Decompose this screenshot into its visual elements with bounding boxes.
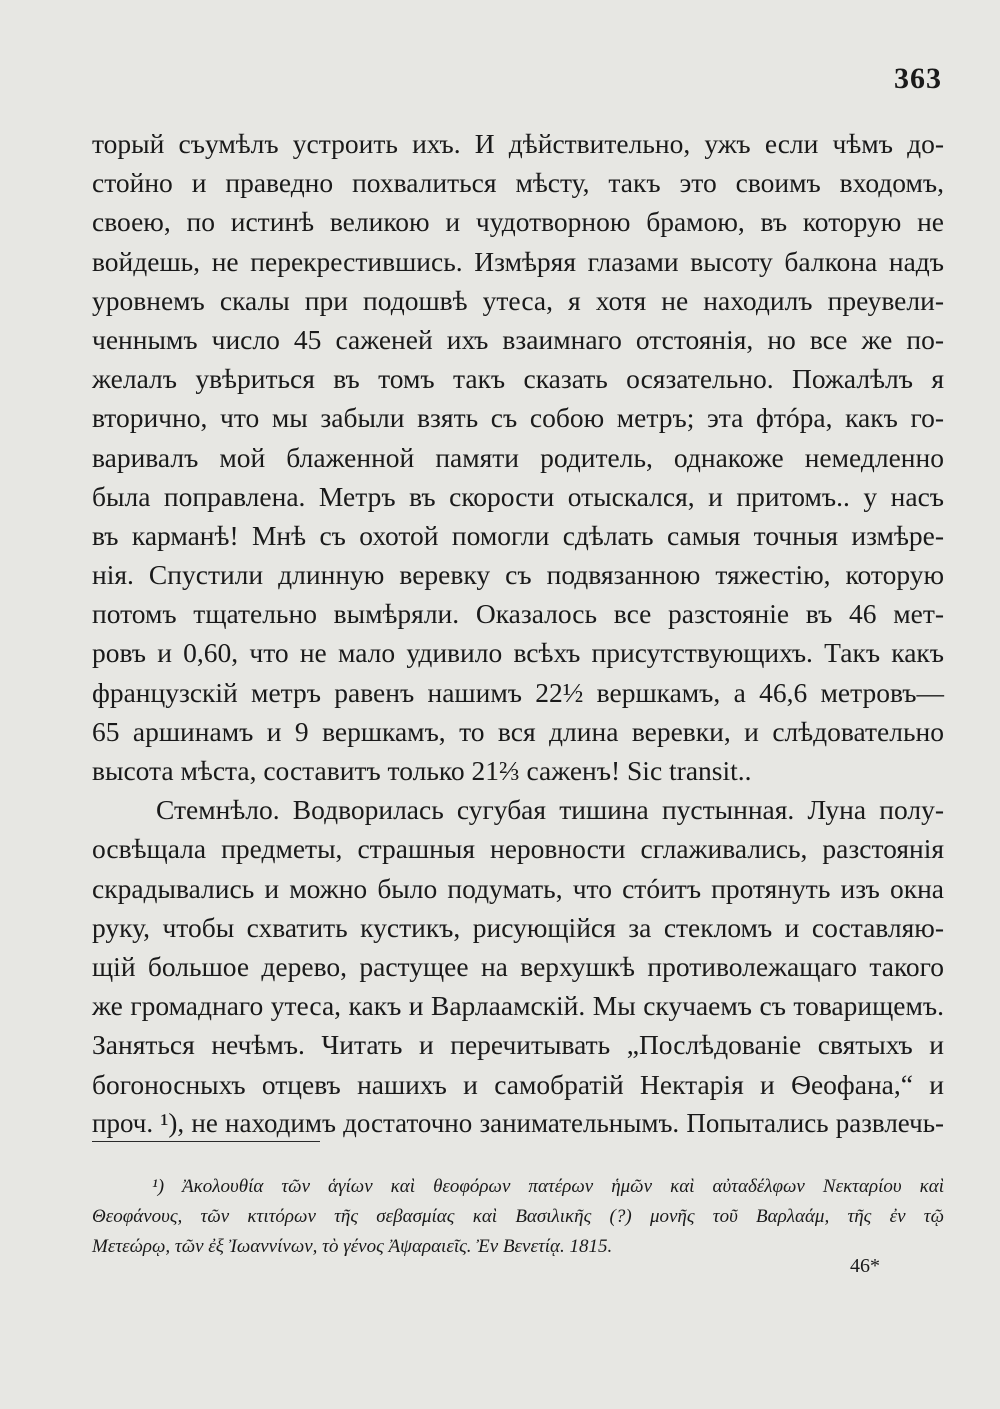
text-line: Заняться нечѣмъ. Читать и перечитывать „Послѣдованіе святыхъ и (92, 1029, 944, 1061)
page-number: 363 (894, 62, 942, 95)
footnote (92, 1172, 944, 1262)
text-line: торый съумѣлъ устроить ихъ. И дѣйствительно, ужъ если чѣмъ до- (92, 128, 944, 159)
footnote-line: ¹) Ἀκολουθία τῶν ἁγίων καὶ θεοφόρων πατέρων ἡμῶν καὶ αὐταδέλφων Νεκταρίου καὶ (152, 1176, 944, 1197)
text-line: варивалъ мой блаженной памяти родитель, однакоже немедленно (92, 441, 944, 473)
text-line: войдешь, не перекрестившись. Измѣряя глазами высоту балкона надъ (92, 245, 944, 277)
text-line: проч. ¹), не находимъ достаточно занимательнымъ. Попытались развлечь- (92, 1107, 944, 1138)
text-line: желалъ увѣриться въ томъ такъ сказать осязательно. Пожалѣлъ я (92, 363, 944, 395)
text-line: нія. Спустили длинную веревку съ подвязанною тяжестію, которую (92, 559, 944, 591)
text-line: щій большое дерево, растущее на верхушкѣ противолежащаго такого (92, 950, 944, 982)
text-line: 65 аршинамъ и 9 вершкамъ, то вся длина веревки, и слѣдовательно (92, 715, 944, 747)
text-line: Стемнѣло. Водворилась сугубая тишина пустынная. Луна полу- (156, 794, 944, 826)
text-line: потомъ тщательно вымѣряли. Оказалось все разстояніе въ 46 мет- (92, 598, 944, 630)
text-line: уровнемъ скалы при подошвѣ утеса, я хотя не находилъ преувели- (92, 284, 944, 316)
footnote-line: Μετεώρῳ, τῶν ἐξ Ἰωαννίνων, τὸ γένος Ἀψαραιεῖς. Ἐν Βενετίᾳ. 1815. (92, 1236, 613, 1257)
text-line: богоносныхъ отцевъ нашихъ и самобратій Нектарія и Ѳеофана,“ и (92, 1068, 944, 1100)
text-line: ченнымъ число 45 саженей ихъ взаимнаго отстоянія, но все же по- (92, 323, 944, 355)
text-line: стойно и праведно похвалиться мѣсту, такъ это своимъ входомъ, (92, 167, 944, 199)
text-line: руку, чтобы схватить кустикъ, рисующійся за стекломъ и составляю- (92, 911, 944, 943)
text-line: въ карманѣ! Мнѣ съ охотой помогли сдѣлать самыя точныя измѣре- (92, 519, 944, 551)
text-line: своею, по истинѣ великою и чудотворною брамою, въ которую не (92, 206, 944, 238)
text-line: скрадывались и можно было подумать, что стóитъ протянуть изъ окна (92, 872, 944, 904)
text-line: освѣщала предметы, страшныя неровности сглаживались, разстоянія (92, 833, 944, 865)
text-line: высота мѣста, составитъ только 21⅔ саженъ! Sic transit.. (92, 755, 752, 786)
text-line: же громаднаго утеса, какъ и Варлаамскій. Мы скучаемъ съ товарищемъ. (92, 990, 944, 1022)
text-line: ровъ и 0,60, что не мало удивило всѣхъ присутствующихъ. Такъ какъ (92, 637, 944, 669)
main-text (92, 124, 944, 1143)
footnote-divider (92, 1141, 320, 1142)
text-line: французскій метръ равенъ нашимъ 22½ вершкамъ, а 46,6 метровъ— (92, 676, 944, 708)
footnote-line: Θεοφάνους, τῶν κτιτόρων τῆς σεβασμίας καὶ Βασιλικῆς (?) μονῆς τοῦ Βαρλαάμ, τῆς ἐν τῷ (92, 1206, 944, 1227)
text-line: была поправлена. Метръ въ скорости отыскался, и притомъ.. у насъ (92, 480, 944, 512)
signature-mark: 46* (850, 1255, 880, 1277)
text-line: вторично, что мы забыли взять съ собою метръ; эта фтóра, какъ го- (92, 402, 944, 434)
